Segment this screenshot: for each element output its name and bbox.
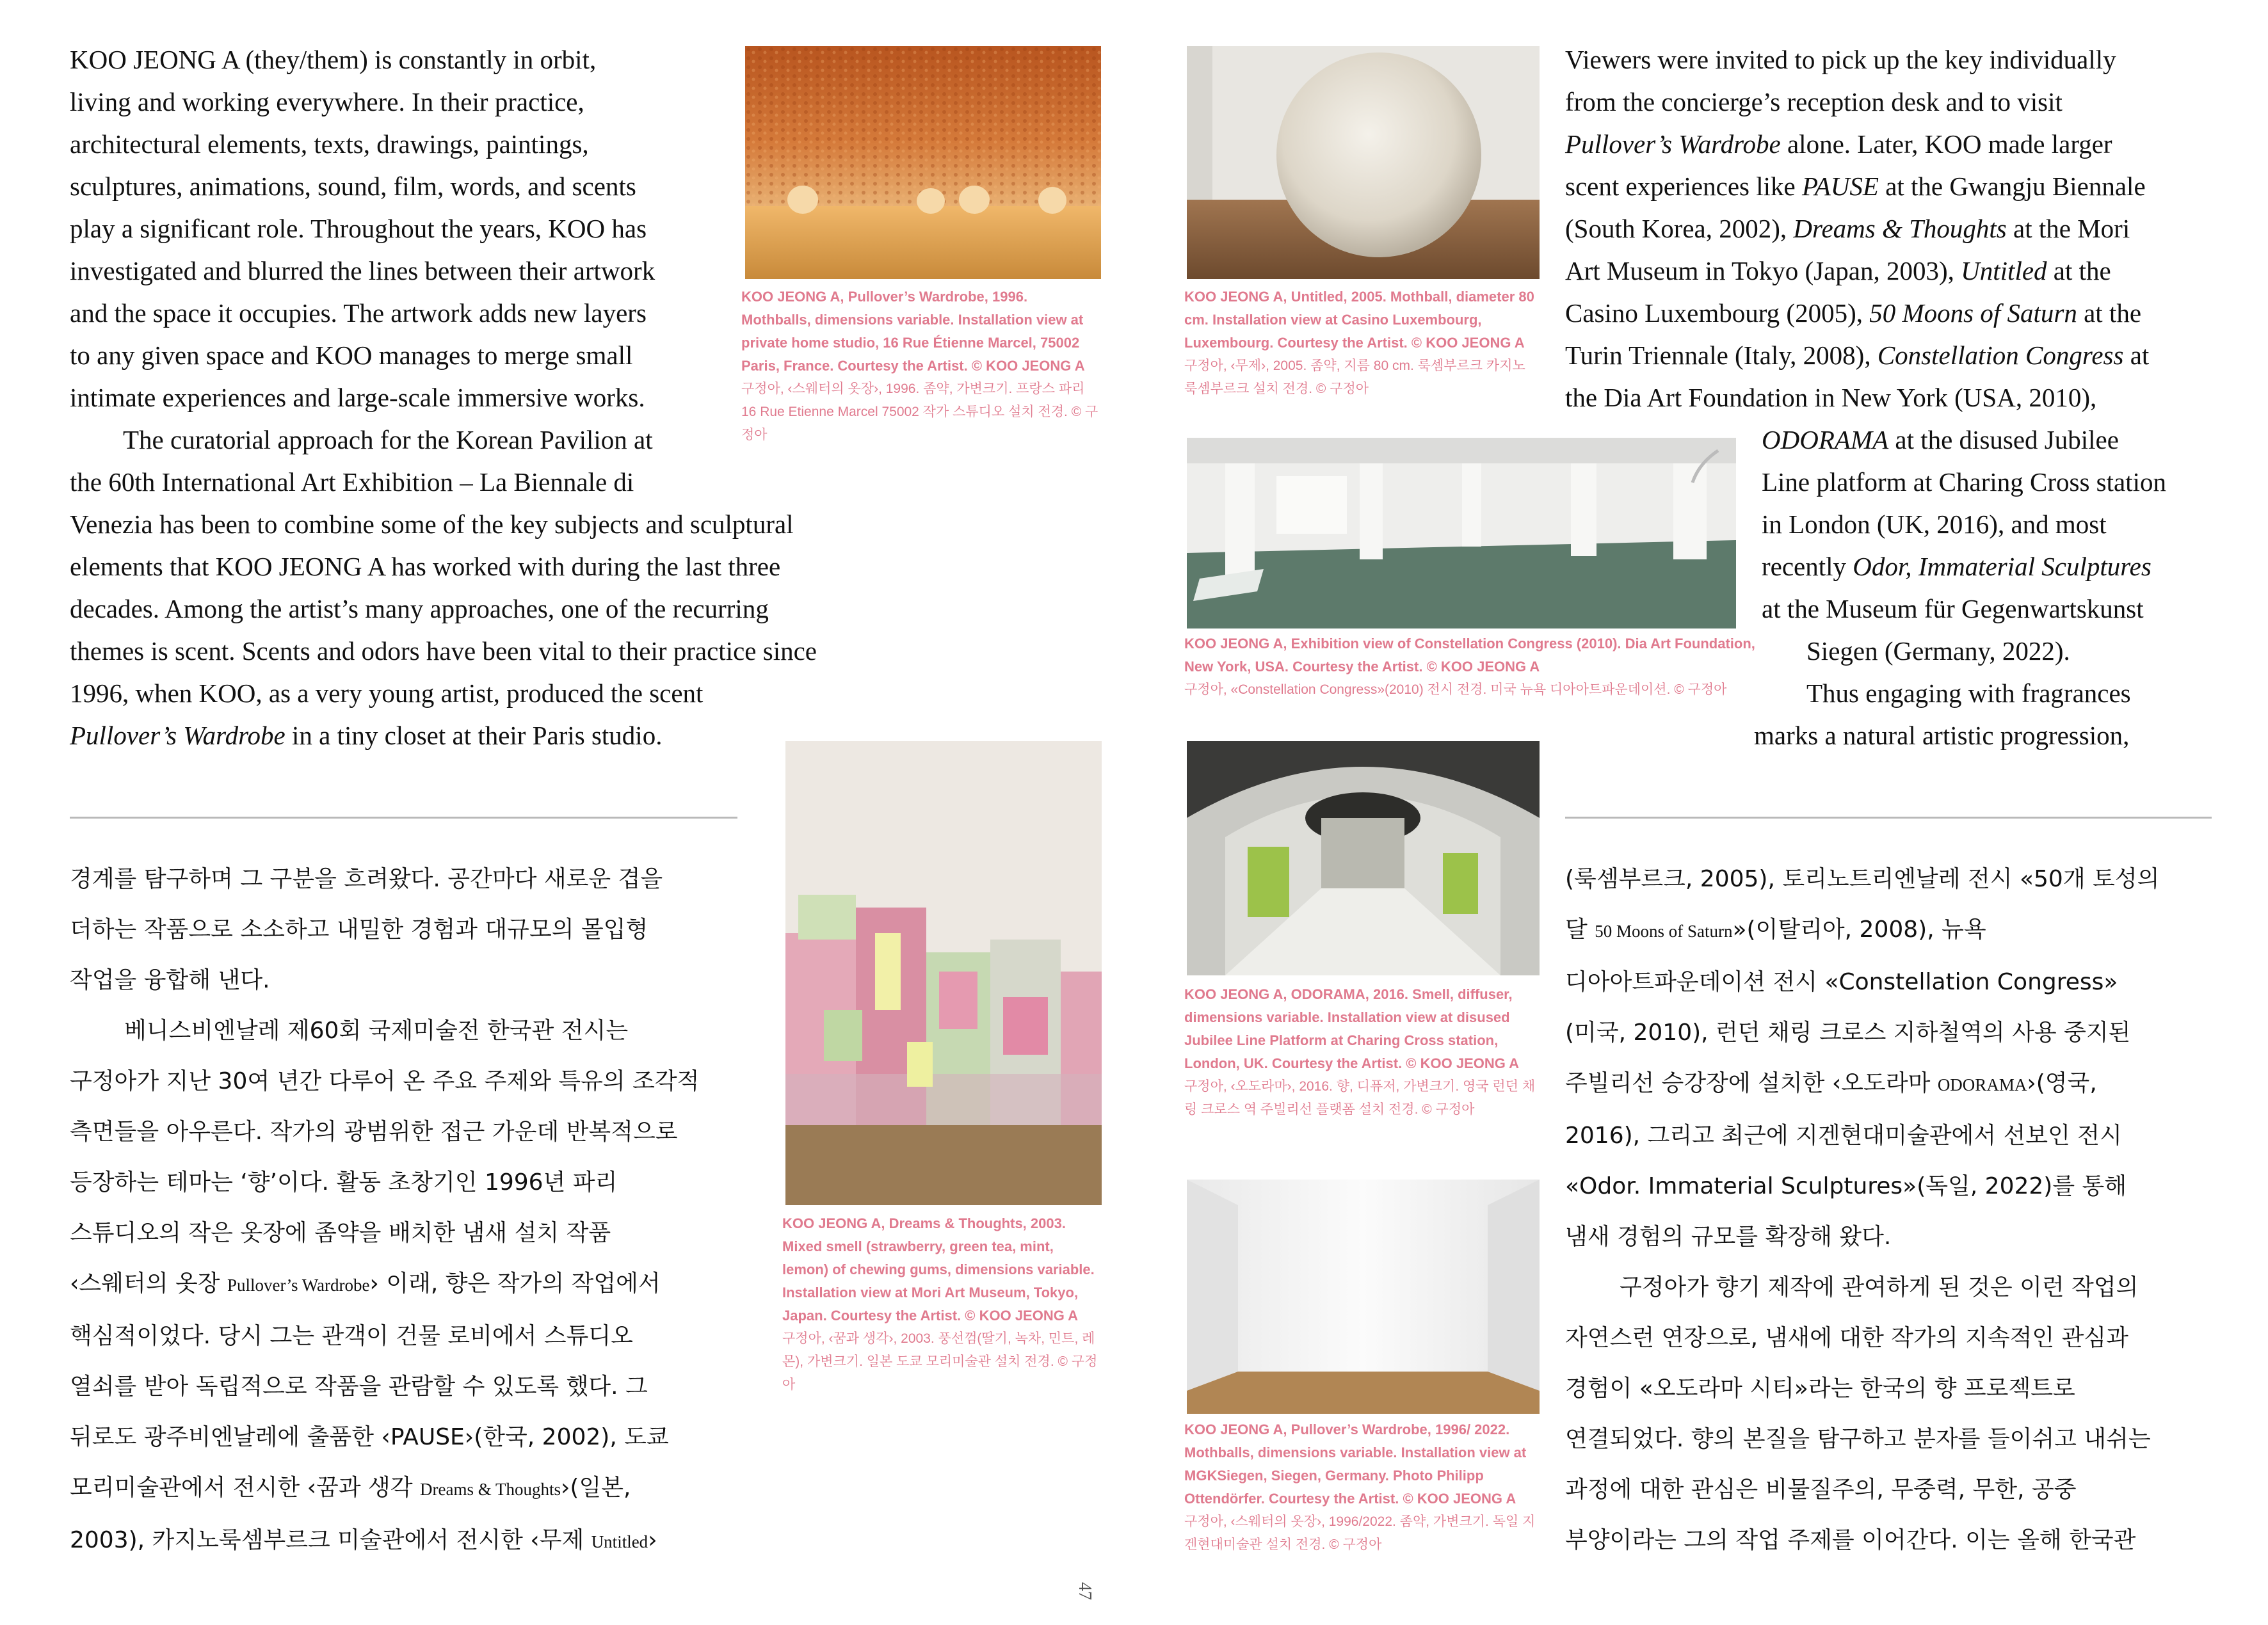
text-line: architectural elements, texts, drawings, paintings, [70, 129, 589, 159]
section-divider [1565, 817, 2212, 819]
text-line: Line platform at Charing Cross station [1762, 467, 2166, 497]
text-fragment: › [648, 1527, 657, 1553]
right-korean-text [1565, 854, 2256, 1565]
caption-dreams-and-thoughts [782, 1212, 1102, 1397]
text-line: 핵심적이었다. 당시 그는 관객이 건물 로비에서 스튜디오 [70, 1323, 633, 1349]
text-fragment: 2003), 카지노룩셈부르크 미술관에서 전시한 ‹무제 [70, 1527, 591, 1553]
text-line [1565, 207, 2130, 250]
text-fragment: 모리미술관에서 전시한 ‹꿈과 생각 [70, 1475, 421, 1501]
photo-constellation-congress [1187, 438, 1736, 628]
text-fragment: Art Museum in Tokyo (Japan, 2003), [1565, 256, 1961, 285]
section-divider [70, 817, 737, 819]
text-line [1565, 292, 2141, 334]
work-title: Constellation Congress [1877, 340, 2124, 370]
text-fragment: at the [2077, 298, 2142, 328]
text-fragment: recently [1762, 552, 1853, 581]
text-line: 작업을 융합해 낸다. [70, 967, 270, 993]
text-line: 과정에 대한 관심은 비물질주의, 무중력, 무한, 공중 [1565, 1477, 2077, 1503]
text-line: The curatorial approach for the Korean Pavilion at [123, 425, 653, 454]
text-line: (룩셈부르크, 2005), 토리노트리엔날레 전시 «50개 토성의 [1565, 866, 2160, 892]
text-line: 스튜디오의 작은 옷장에 좀약을 배치한 냄새 설치 작품 [70, 1220, 611, 1246]
text-line [1565, 165, 2146, 207]
photo-dreams-and-thoughts [785, 741, 1102, 1205]
work-title: Pullover’s Wardrobe [1565, 129, 1781, 159]
work-title: Dreams & Thoughts [1793, 214, 2007, 243]
text-line: 부양이라는 그의 작업 주제를 이어간다. 이는 올해 한국관 [1565, 1527, 2136, 1553]
text-line: to any given space and KOO manages to merge small [70, 340, 633, 370]
text-line [1762, 545, 2151, 588]
text-line: 경계를 탐구하며 그 구분을 흐려왔다. 공간마다 새로운 겹을 [70, 866, 663, 892]
caption-english: KOO JEONG A, Untitled, 2005. Mothball, diameter 80 cm. Installation view at Casino Luxembourg, Luxembourg. Courtesy the Artist. © KOO JEONG A [1184, 289, 1534, 351]
page-number: 47 [1075, 1582, 1095, 1600]
text-line: in London (UK, 2016), and most [1762, 509, 2107, 539]
photo-pullovers-wardrobe-1996 [745, 46, 1101, 279]
text-line: Siegen (Germany, 2022). [1806, 636, 2070, 666]
caption-english: KOO JEONG A, Exhibition view of Constellation Congress (2010). Dia Art Foundation, New York, USA. Courtesy the Artist. © KOO JEONG A [1184, 636, 1755, 675]
photo-odorama [1187, 741, 1540, 975]
work-title: 50 Moons of Saturn [1869, 298, 2077, 328]
text-line: 연결되었다. 향의 본질을 탐구하고 분자를 들이쉬고 내쉬는 [1565, 1426, 2151, 1452]
text-line: Viewers were invited to pick up the key individually [1565, 45, 2116, 74]
text-fragment: in a tiny closet at their Paris studio. [285, 721, 663, 750]
caption-english: KOO JEONG A, Pullover’s Wardrobe, 1996/ 2022. Mothballs, dimensions variable. Installation view at MGKSiegen, Siegen, Germany. Photo Philipp Ottendörfer. Courtesy the Artist. © KOO JEONG A [1184, 1421, 1527, 1507]
text-fragment: › 이래, 향은 작가의 작업에서 [369, 1270, 661, 1297]
caption-korean: 구정아, ‹스웨터의 옷장›, 1996. 좀약, 가변크기. 프랑스 파리 16 Rue Etienne Marcel 75002 작가 스튜디오 설치 전경. © 구정아 [741, 381, 1098, 442]
text-line: 냄새 경험의 규모를 확장해 왔다. [1565, 1224, 1892, 1250]
text-line: decades. Among the artist’s many approaches, one of the recurring [70, 594, 769, 623]
photo-pullovers-wardrobe-2022 [1187, 1180, 1540, 1414]
caption-odorama [1184, 983, 1540, 1121]
text-fragment: at the Gwangju Biennale [1878, 172, 2146, 201]
text-line: 베니스비엔날레 제60회 국제미술전 한국관 전시는 [124, 1018, 629, 1044]
text-fragment: 주빌리선 승강장에 설치한 ‹오도라마 [1565, 1070, 1938, 1096]
text-fragment: ›(영국, [2027, 1070, 2097, 1096]
left-korean-text [70, 854, 774, 1567]
work-title: Pullover’s Wardrobe [227, 1276, 370, 1295]
text-line: 뒤로도 광주비엔날레에 출품한 ‹PAUSE›(한국, 2002), 도쿄 [70, 1424, 669, 1450]
text-line: 디아아트파운데이션 전시 «Constellation Congress» [1565, 969, 2118, 995]
text-line [70, 714, 662, 756]
text-fragment: alone. Later, KOO made larger [1780, 129, 2112, 159]
caption-korean: 구정아, ‹무제›, 2005. 좀약, 지름 80 cm. 룩셈부르크 카지노룩셈부르크 설치 전경. © 구정아 [1184, 358, 1525, 396]
text-fragment: Casino Luxembourg (2005), [1565, 298, 1870, 328]
text-line: 등장하는 테마는 ‘향’이다. 활동 초창기인 1996년 파리 [70, 1169, 618, 1196]
text-fragment: at the [2047, 256, 2111, 285]
text-line [1565, 904, 2256, 957]
caption-english: KOO JEONG A, ODORAMA, 2016. Smell, diffuser, dimensions variable. Installation view at disused Jubilee Line Platform at Charing Cross station, London, UK. Courtesy the Artist. © KOO JEONG A [1184, 986, 1520, 1071]
caption-constellation-congress [1184, 632, 1773, 701]
text-line: intimate experiences and large-scale immersive works. [70, 383, 645, 412]
text-fragment: at the Mori [2006, 214, 2130, 243]
caption-pullovers-wardrobe-1996 [741, 285, 1100, 447]
text-line: 열쇠를 받아 독립적으로 작품을 관람할 수 있도록 했다. 그 [70, 1373, 648, 1400]
text-line: from the concierge’s reception desk and to visit [1565, 87, 2063, 116]
text-line: KOO JEONG A (they/them) is constantly in orbit, [70, 45, 597, 74]
text-line: 자연스런 연장으로, 냄새에 대한 작가의 지속적인 관심과 [1565, 1325, 2128, 1351]
text-line: investigated and blurred the lines between their artwork [70, 256, 655, 285]
text-line: 1996, when KOO, as a very young artist, produced the scent [70, 678, 704, 708]
text-fragment: at [2123, 340, 2150, 370]
work-title: PAUSE [1801, 172, 1879, 201]
caption-korean: 구정아, ‹오도라마›, 2016. 향, 디퓨저, 가변크기. 영국 런던 채링 크로스 역 주빌리선 플랫폼 설치 전경. © 구정아 [1184, 1079, 1536, 1117]
work-title: Dreams & Thoughts [420, 1480, 561, 1499]
caption-untitled-2005 [1184, 285, 1536, 401]
text-line: «Odor. Immaterial Sculptures»(독일, 2022)를 통해 [1565, 1173, 2127, 1199]
caption-korean: 구정아, ‹스웨터의 옷장›, 1996/2022. 좀약, 가변크기. 독일 지겐현대미술관 설치 전경. © 구정아 [1184, 1514, 1536, 1552]
text-line: the Dia Art Foundation in New York (USA, 2010), [1565, 383, 2097, 412]
text-line: 2016), 그리고 최근에 지겐현대미술관에서 선보인 전시 [1565, 1123, 2122, 1149]
text-line: themes is scent. Scents and odors have been vital to their practice since [70, 636, 817, 666]
text-fragment: at the disused Jubilee [1888, 425, 2119, 454]
text-line [70, 1258, 774, 1311]
caption-pullovers-wardrobe-2022 [1184, 1418, 1540, 1557]
text-line [1565, 123, 2112, 165]
work-title: Odor, Immaterial Sculptures [1853, 552, 2151, 581]
text-line: 더하는 작품으로 소소하고 내밀한 경험과 대규모의 몰입형 [70, 917, 648, 943]
text-line: 구정아가 지난 30여 년간 다루어 온 주요 주제와 특유의 조각적 [70, 1068, 700, 1094]
work-title: Untitled [1961, 256, 2047, 285]
text-line [1565, 1058, 2256, 1110]
caption-english: KOO JEONG A, Dreams & Thoughts, 2003. Mixed smell (strawberry, green tea, mint, lemon) of chewing gums, dimensions variable. Installation view at Mori Art Museum, Tokyo, Japan. Courtesy the Artist. © KOO JEONG A [782, 1215, 1095, 1324]
text-line: 측면들을 아우른다. 작가의 광범위한 접근 가운데 반복적으로 [70, 1119, 678, 1145]
text-fragment: ‹스웨터의 옷장 [70, 1270, 227, 1297]
text-line: sculptures, animations, sound, film, words, and scents [70, 172, 636, 201]
text-line: 구정아가 향기 제작에 관여하게 된 것은 이런 작업의 [1620, 1274, 2139, 1301]
text-fragment: Turin Triennale (Italy, 2008), [1565, 340, 1878, 370]
text-line [70, 1462, 774, 1515]
text-line: Venezia has been to combine some of the key subjects and sculptural [70, 509, 794, 539]
text-fragment: scent experiences like [1565, 172, 1802, 201]
photo-untitled-2005 [1187, 46, 1540, 279]
work-title: ODORAMA [1937, 1075, 2027, 1094]
text-line [1565, 250, 2111, 292]
text-line: living and working everywhere. In their practice, [70, 87, 584, 116]
work-title: 50 Moons of Saturn [1595, 922, 1733, 941]
text-line: marks a natural artistic progression, [1754, 721, 2130, 750]
caption-korean: 구정아, «Constellation Congress»(2010) 전시 전경. 미국 뉴욕 디아아트파운데이션. © 구정아 [1184, 682, 1727, 697]
text-line [70, 1515, 774, 1567]
text-line [1762, 419, 2119, 461]
text-line: 경험이 «오도라마 시티»라는 한국의 향 프로젝트로 [1565, 1375, 2075, 1402]
work-title: Untitled [591, 1532, 648, 1551]
text-line: the 60th International Art Exhibition – La Biennale di [70, 467, 634, 497]
text-fragment: ›(일본, [561, 1475, 631, 1501]
text-fragment: (South Korea, 2002), [1565, 214, 1794, 243]
text-line: and the space it occupies. The artwork adds new layers [70, 298, 647, 328]
text-line: (미국, 2010), 런던 채링 크로스 지하철역의 사용 중지된 [1565, 1020, 2131, 1046]
work-title: ODORAMA [1762, 425, 1889, 454]
text-line: elements that KOO JEONG A has worked with during the last three [70, 552, 781, 581]
text-fragment: 달 [1565, 917, 1595, 943]
text-line: play a significant role. Throughout the years, KOO has [70, 214, 647, 243]
caption-korean: 구정아, ‹꿈과 생각›, 2003. 풍선껌(딸기, 녹차, 민트, 레몬), 가변크기. 일본 도쿄 모리미술관 설치 전경. © 구정아 [782, 1331, 1098, 1392]
caption-english: KOO JEONG A, Pullover’s Wardrobe, 1996. Mothballs, dimensions variable. Installation view at private home studio, 16 Rue Étienne Marcel, 75002 Paris, France. Courtesy the Artist. © KOO JEONG A [741, 289, 1085, 374]
text-line: at the Museum für Gegenwartskunst [1762, 594, 2144, 623]
text-line [1565, 334, 2149, 376]
work-title: Pullover’s Wardrobe [70, 721, 286, 750]
text-line: Thus engaging with fragrances [1806, 678, 2131, 708]
text-fragment: »(이탈리아, 2008), 뉴욕 [1732, 917, 1986, 943]
